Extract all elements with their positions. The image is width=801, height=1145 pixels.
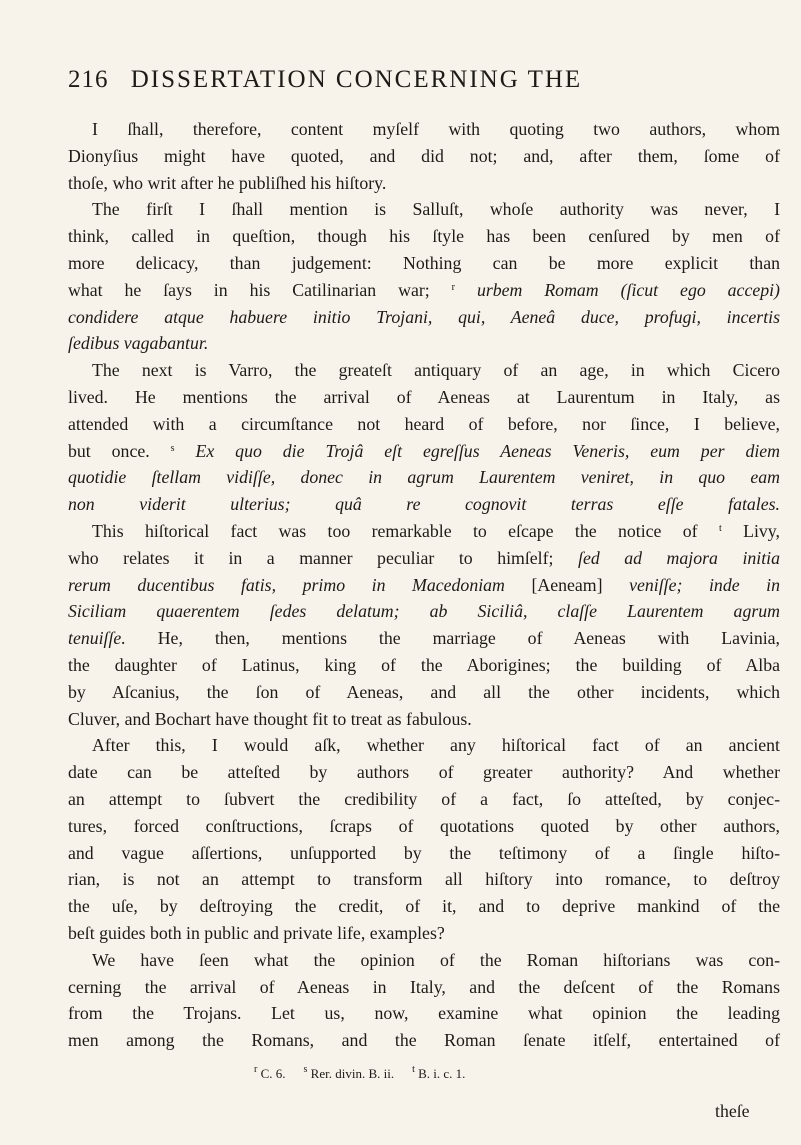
text-line: by Aſcanius, the ſon of Aeneas, and all the other incidents, which xyxy=(68,681,780,702)
footnote-mark: s xyxy=(303,1064,308,1075)
running-title: DISSERTATION CONCERNING THE xyxy=(130,66,583,93)
text-line: tenuiſſe. He, then, mentions the marriage of Aeneas with Lavinia, xyxy=(68,628,780,649)
text-line: After this, I would aſk, whether any hiſtorical fact of an ancient xyxy=(92,735,780,756)
footnote xyxy=(304,1066,395,1081)
page-number: 216 xyxy=(68,66,109,93)
footnote-text: C. 6. xyxy=(257,1066,286,1081)
text-line: an attempt to ſubvert the credibility of a fact, ſo atteſted, by conjec- xyxy=(68,788,780,809)
text-line: The next is Varro, the greateſt antiquary of an age, in which Cicero xyxy=(92,360,780,381)
footnote xyxy=(254,1066,286,1081)
text-line: We have ſeen what the opinion of the Roman hiſtorians was con- xyxy=(92,949,780,970)
text-line: think, called in queſtion, though his ſtyle has been cenſured by men of xyxy=(68,226,780,247)
text-line: cerning the arrival of Aeneas in Italy, and the deſcent of the Romans xyxy=(68,976,780,997)
text-line: and vague aſſertions, unſupported by the teſtimony of a ſingle hiſto- xyxy=(68,842,780,863)
text-line: men among the Romans, and the Roman ſenate itſelf, entertained of xyxy=(68,1030,780,1051)
running-header xyxy=(68,66,582,94)
text-line: attended with a circumſtance not heard of before, nor ſince, I believe, xyxy=(68,413,780,434)
text-line: lived. He mentions the arrival of Aeneas at Laurentum in Italy, as xyxy=(68,386,780,407)
text-line: who relates it in a manner peculiar to himſelf; ſed ad majora initia xyxy=(68,547,780,568)
text-line: more delicacy, than judgement: Nothing can be more explicit than xyxy=(68,252,780,273)
text-line: condidere atque habuere initio Trojani, qui, Aeneâ duce, profugi, incertis xyxy=(68,306,780,327)
text-line: date can be atteſted by authors of greater authority? And whether xyxy=(68,762,780,783)
footnotes xyxy=(254,1066,483,1082)
body-text xyxy=(68,116,780,1054)
catchword: theſe xyxy=(715,1101,750,1121)
text-line: non viderit ulterius; quâ re cognovit terras eſſe fatales. xyxy=(68,494,780,515)
footnote xyxy=(412,1066,465,1081)
text-line: Dionyſius might have quoted, and did not; and, after them, ſome of xyxy=(68,145,780,166)
text-line: The firſt I ſhall mention is Salluſt, whoſe authority was never, I xyxy=(92,199,780,220)
text-line: Cluver, and Bochart have thought fit to treat as fabulous. xyxy=(68,708,472,729)
text-line: the uſe, by deſtroying the credit, of it, and to deprive mankind of the xyxy=(68,896,780,917)
text-line: the daughter of Latinus, king of the Aborigines; the building of Alba xyxy=(68,654,780,675)
text-line: but once. $^s$ Ex quo die Trojâ eſt egreſſus Aeneas Veneris, eum per diem xyxy=(68,440,781,461)
text-line: This hiſtorical fact was too remarkable to eſcape the notice of $^t$ Livy, xyxy=(92,520,780,541)
footnote-text: B. i. c. 1. xyxy=(414,1066,466,1081)
text-line: rian, is not an attempt to transform all hiſtory into romance, to deſtroy xyxy=(68,869,780,890)
footnote-mark: r xyxy=(254,1064,258,1075)
footnote-mark: t xyxy=(412,1064,415,1075)
text-line: quotidie ſtellam vidiſſe, donec in agrum Laurentem veniret, in quo eam xyxy=(68,467,780,488)
footnote-text: Rer. divin. B. ii. xyxy=(307,1066,395,1081)
text-line: thoſe, who writ after he publiſhed his hiſtory. xyxy=(68,172,387,193)
text-line: what he ſays in his Catilinarian war; $^r$ urbem Romam (ſicut ego accepi) xyxy=(68,279,780,300)
text-line: beſt guides both in public and private life, examples? xyxy=(68,922,445,943)
text-line: tures, forced conſtructions, ſcraps of quotations quoted by other authors, xyxy=(68,815,780,836)
text-line: from the Trojans. Let us, now, examine what opinion the leading xyxy=(68,1003,780,1024)
text-line: Siciliam quaerentem ſedes delatum; ab Siciliâ, claſſe Laurentem agrum xyxy=(68,601,780,622)
text-line: ſedibus vagabantur. xyxy=(68,333,209,354)
text-line: I ſhall, therefore, content myſelf with quoting two authors, whom xyxy=(92,119,780,139)
text-line: rerum ducentibus fatis, primo in Macedoniam [Aeneam] veniſſe; inde in xyxy=(68,574,780,595)
